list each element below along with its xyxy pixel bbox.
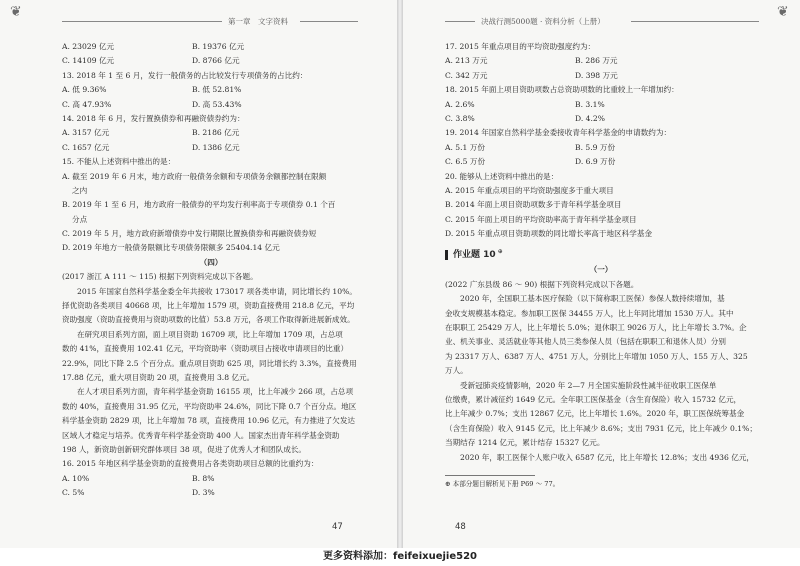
paragraph-line: 198 人，新资助创新研究群体项目 38 项，促进了优秀人才和团队成长。 [62,444,307,454]
right-page-body [445,40,757,490]
option-row: A. 低 9.36% B. 低 52.81% [62,85,242,95]
paragraph-line: 资助强度（资助直接费用与资助项数的比值）53.8 万元，各项工作取得新进展新成效。 [62,315,355,325]
option-row: A. 5.1 万份 B. 5.9 万份 [445,142,616,152]
paragraph-line: 金收支规模基本稳定。参加职工医保 34455 万人，比上年同比增加 1530 万人。其中 [445,308,734,318]
page-number: 48 [455,522,466,532]
question-19: 19. 2014 年国家自然科学基金委接收青年科学基金的申请数约为： [445,128,672,138]
book-title: 决战行测5000题 · 资料分析（上册） [481,17,605,26]
option-row: C. 1657 亿元 D. 1386 亿元 [62,142,240,152]
option-line: 分点 [72,214,88,224]
footer-banner: 更多资料添加：feifeixuejie520 [0,548,800,566]
option-row: A. 10% B. 8% [62,473,215,483]
option-row: A. 23029 亿元 B. 19376 亿元 [62,42,245,51]
option-row: A. 3157 亿元 B. 2186 亿元 [62,128,240,138]
option-row: C. 高 47.93% D. 高 53.43% [62,99,242,109]
option-line: A. 截至 2019 年 6 月末，地方政府一般债务余额和专项债务余额都控制在限额 [62,171,327,181]
paragraph-line: 区域人才稳定与培养。优秀青年科学基金资助 400 人。国家杰出青年科学基金资助 [62,430,340,440]
leaf-ornament-icon: ❦ [10,4,22,20]
leaf-ornament-icon: ❦ [777,4,789,20]
option-row: C. 342 万元 D. 398 万元 [445,70,618,80]
source-line: (2017 浙江 A 111 ～ 115) 根据下列资料完成以下各题。 [62,272,258,282]
paragraph-line: 数的 40%，直接费用 31.95 亿元，平均资助率 24.6%，同比下降 0.7 个百分点。地区 [62,401,357,411]
option-row: A. 2.6% B. 3.1% [445,99,605,109]
source-line: (2022 广东县级 86 ～ 90) 根据下列资料完成以下各题。 [445,279,639,289]
paragraph-line: 数的 41%，直接费用 102.41 亿元，平均资助率（资助项目占接收申请项目的比重） [62,344,349,354]
option-line: D. 2015 年重点项目资助项数的同比增长率高于地区科学基金 [445,229,653,239]
footnote-mark: ⊕ [497,248,503,256]
paragraph-line: 业、机关事业、灵活就业等其他人员三类参保人员（包括在职职工和退休人员）分别 [445,337,726,347]
homework-heading [445,247,757,263]
heading-bar [445,250,448,260]
page-number: 47 [332,522,343,532]
question-18: 18. 2015 年面上项目资助项数占总资助项数的比重较上一年增加约： [445,85,679,95]
option-row: C. 5% D. 3% [62,488,215,498]
paragraph-line: 2020 年，职工医保个人账户收入 6587 亿元，比上年增长 12.8%；支出 4936 亿元， [460,452,755,462]
option-line: B. 2014 年面上项目资助项数多于青年科学基金项目 [445,200,622,210]
paragraph-line: 2020 年，全国职工基本医疗保险（以下简称职工医保）参保人数持续增加，基 [460,294,725,304]
option-row: A. 213 万元 B. 286 万元 [445,56,618,66]
chapter-title: 第一章 文字资料 [228,17,288,26]
option-row: C. 6.5 万份 D. 6.9 万份 [445,157,616,167]
paragraph-line: （含生育保险）收入 9145 亿元，比上年减少 8.6%；支出 7931 亿元，比上年减少 0.1%； [445,423,757,433]
question-13: 13. 2018 年 1 至 6 月，发行一般债务的占比较发行专项债务的占比约： [62,70,308,80]
paragraph-line: 17.88 亿元，重大项目资助 20 项，直接费用 3.8 亿元。 [62,372,255,382]
paragraph-line: 当期结存 1214 亿元，累计结存 15327 亿元。 [445,438,605,448]
section-heading: （一） [589,265,613,275]
left-page-body [62,40,360,501]
left-page [0,0,397,548]
homework-title: 作业题 10 [453,250,496,261]
paragraph-line: 2015 年国家自然科学基金委全年共接收 173017 项各类申请，同比增长约 10%。 [77,286,357,296]
paragraph-line: 择优资助各类项目 40668 项，比上年增加 1579 项，资助直接费用 218.8 亿元，平均 [62,301,355,311]
paragraph-line: 位缴费，累计减征约 1649 亿元。全年职工医保基金（含生育保险）收入 15732 亿元， [445,394,742,404]
question-15: 15. 不能从上述资料中推出的是： [62,157,176,167]
option-line: A. 2015 年重点项目的平均资助强度多于重大项目 [445,185,614,195]
section-heading: （四） [199,257,223,267]
option-row: C. 3.8% D. 4.2% [445,113,605,123]
option-line: C. 2019 年 5 月，地方政府新增债券中发行期限比置换债券和再融资债券短 [62,229,317,239]
paragraph-line: 受新冠肺炎疫情影响，2020 年 2—7 月全国实施阶段性减半征收职工医保单 [460,380,717,390]
option-line: 之内 [72,185,88,195]
question-17: 17. 2015 年重点项目的平均资助强度约为： [445,42,596,51]
option-line: D. 2019 年地方一般债务限额比专项债务限额多 25404.14 亿元 [62,243,280,253]
paragraph-line: 在人才项目系列方面，青年科学基金资助 16155 项，比上年减少 266 项，占总项 [77,387,354,397]
right-page [403,0,800,548]
paragraph-line: 科学基金资助 2829 项，比上年增加 78 项，直接费用 10.96 亿元，有力推进了欠发达 [62,416,356,426]
question-16: 16. 2015 年地区科学基金资助的直接费用占各类资助项目总额的比重约为： [62,459,319,469]
option-row: C. 14109 亿元 D. 8766 亿元 [62,56,240,66]
paragraph-line: 比上年减少 0.7%；支出 12867 亿元，比上年增长 1.6%。2020 年，职工医保统筹基金 [445,409,745,419]
paragraph-line: 万人。 [445,366,468,376]
option-line: B. 2019 年 1 至 6 月，地方政府一般债券的平均发行利率高于专项债券 0.1 个百 [62,200,336,210]
footnote-rule [445,475,535,476]
left-running-header [0,12,397,32]
right-running-header [403,12,800,32]
option-line: C. 2015 年面上项目的平均资助率高于青年科学基金项目 [445,214,637,224]
paragraph-line: 在职职工 25429 万人，比上年增长 5.0%；退休职工 9026 万人，比上年增长 3.7%。企 [445,323,747,333]
paragraph-line: 为 23317 万人、6387 万人、4751 万人，分别比上年增加 1050 万人、155 万人、325 [445,351,748,361]
paragraph-line: 在研究项目系列方面，面上项目资助 16709 项，比上年增加 1709 项，占总项 [77,329,343,339]
paragraph-line: 22.9%，同比下降 2.5 个百分点。重点项目资助 625 项，同比增长约 3.3%，直接费用 [62,358,357,368]
question-20: 20. 能够从上述资料中推出的是： [445,171,559,181]
question-14: 14. 2018 年 6 月，发行置换债券和再融资债券约为： [62,113,245,123]
footnote: ⊕ 本部分题目解析见下册 P69 ～ 77。 [445,479,560,488]
